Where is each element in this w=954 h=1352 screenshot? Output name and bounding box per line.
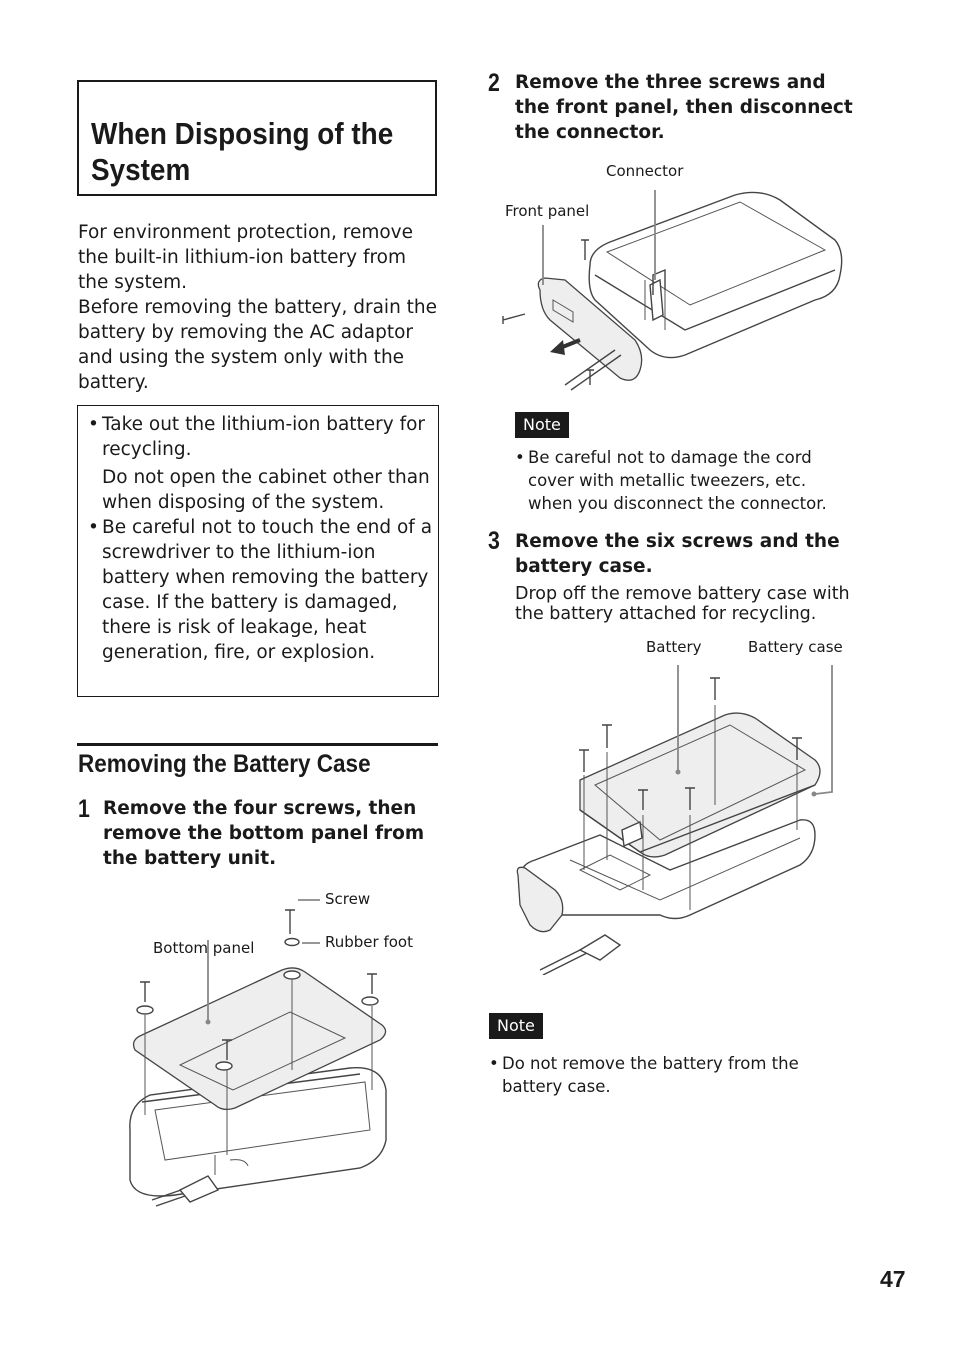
section-title: Removing the Battery Case bbox=[78, 750, 371, 778]
note-badge-1: Note bbox=[515, 412, 569, 438]
warning-item bbox=[88, 515, 433, 665]
note-list-2 bbox=[489, 1052, 829, 1098]
bullet-icon: • bbox=[489, 1054, 499, 1073]
step-3-number: 3 bbox=[488, 527, 500, 555]
note-item: Be careful not to damage the cord cover with metallic tweezers, etc. when you disconnect the connector. bbox=[528, 448, 827, 513]
label-front-panel: Front panel bbox=[505, 202, 590, 220]
figure-battery-case bbox=[510, 660, 850, 975]
label-battery: Battery bbox=[646, 638, 702, 656]
warning-text: • Take out the lithium-ion battery for recycling. bbox=[102, 414, 426, 460]
intro-paragraph-1: For environment protection, remove the built-in lithium-ion battery from the system. bbox=[78, 222, 414, 293]
warning-box bbox=[77, 405, 439, 697]
page-number: 47 bbox=[880, 1266, 906, 1292]
bullet-icon: • bbox=[515, 448, 525, 467]
label-screw: Screw bbox=[325, 890, 371, 908]
step-2-text: Remove the three screws and the front panel, then disconnect the connector. bbox=[515, 72, 853, 143]
intro-paragraph-2: Before removing the battery, drain the battery by removing the AC adaptor and using the system only with the battery. bbox=[78, 297, 438, 393]
step-3-text: Remove the six screws and the battery case. bbox=[515, 531, 840, 577]
step-1-number: 1 bbox=[78, 795, 90, 823]
label-rubber-foot: Rubber foot bbox=[325, 933, 413, 951]
label-battery-case: Battery case bbox=[748, 638, 843, 656]
warning-item bbox=[88, 412, 433, 515]
note-list-1 bbox=[515, 446, 850, 515]
section-divider bbox=[77, 743, 438, 746]
label-bottom-panel: Bottom panel bbox=[153, 939, 255, 957]
label-connector: Connector bbox=[606, 162, 684, 180]
step-1-text: Remove the four screws, then remove the bottom panel from the battery unit. bbox=[103, 798, 425, 869]
step-2-number: 2 bbox=[488, 69, 500, 97]
note-item: Do not remove the battery from the battery case. bbox=[502, 1054, 799, 1096]
intro-text bbox=[78, 220, 438, 395]
note-badge-2: Note bbox=[489, 1013, 543, 1039]
page-title: When Disposing of the System bbox=[91, 116, 394, 187]
title-box bbox=[77, 80, 437, 196]
step-3-description: Drop off the remove battery case with the battery attached for recycling. bbox=[515, 584, 850, 624]
warning-list bbox=[88, 412, 433, 665]
warning-subtext: Do not open the cabinet other than when disposing of the system. bbox=[102, 467, 430, 513]
warning-text: • Be careful not to touch the end of a screwdriver to the lithium-ion battery when removing the battery case. If the battery is damaged, there is risk of leakage, heat generation, fire, or explosion. bbox=[102, 517, 433, 663]
